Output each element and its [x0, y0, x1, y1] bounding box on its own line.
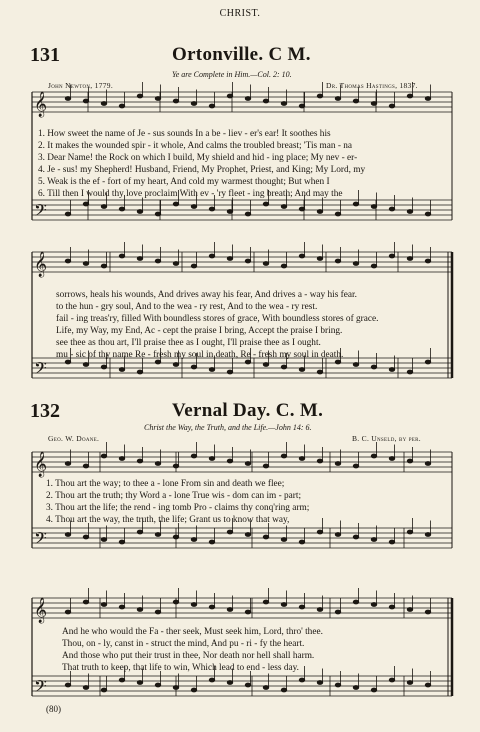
note-head [299, 540, 305, 544]
note-head [83, 600, 89, 604]
verse-line: And he who would the Fa - ther seek, Must seek him, Lord, thro' thee. [62, 627, 323, 637]
note-head [335, 97, 341, 101]
note-head [65, 462, 71, 466]
treble-clef-icon: 𝄞 [34, 92, 48, 117]
note-head [353, 686, 359, 690]
note-head [353, 600, 359, 604]
note-head [281, 454, 287, 458]
note-head [209, 457, 215, 461]
note-head [83, 464, 89, 468]
note-head [173, 202, 179, 206]
note-head [281, 264, 287, 268]
note-head [389, 678, 395, 682]
treble-clef-icon: 𝄞 [34, 452, 48, 477]
note-head [101, 365, 107, 369]
note-head [191, 603, 197, 607]
note-head [155, 533, 161, 537]
note-head [335, 533, 341, 537]
note-head [137, 94, 143, 98]
bass-clef-icon: 𝄢 [34, 200, 47, 224]
note-head [407, 608, 413, 612]
note-head [173, 363, 179, 367]
note-head [335, 212, 341, 216]
note-head [353, 535, 359, 539]
note-head [155, 462, 161, 466]
note-head [389, 457, 395, 461]
note-head [209, 540, 215, 544]
verse-block [46, 478, 309, 526]
verse-line: Life, my Way, my End, Ac - cept the praise I bring, Accept the praise I bring. [56, 326, 343, 336]
note-head [245, 610, 251, 614]
note-head [371, 538, 377, 542]
note-head [299, 605, 305, 609]
note-head [371, 454, 377, 458]
note-head [317, 608, 323, 612]
staff-system-2-bass [32, 358, 452, 378]
verse-line: 2. It makes the wounded spir - it whole, And calms the troubled breast; 'Tis man - na [38, 141, 353, 151]
verse-line: see thee as thou art, I'll praise thee as I ought, I'll praise thee as I ought. [56, 338, 321, 348]
note-head [407, 681, 413, 685]
verse-line: mu - sic of thy name Re - fresh my soul in death, Re - fresh my soul in death. [56, 350, 344, 360]
note-head [227, 210, 233, 214]
treble-clef-icon: 𝄞 [34, 252, 48, 277]
author-credit: Geo. W. Doane. [48, 434, 100, 443]
note-head [173, 99, 179, 103]
note-head [371, 688, 377, 692]
note-head [101, 538, 107, 542]
note-head [353, 202, 359, 206]
note-head [119, 678, 125, 682]
note-head [317, 370, 323, 374]
note-head [353, 464, 359, 468]
note-head [245, 533, 251, 537]
verse-line: And those who put their trust in thee, Nor death nor hell shall harm. [62, 651, 315, 661]
note-head [65, 610, 71, 614]
note-head [191, 688, 197, 692]
note-head [299, 104, 305, 108]
note-head [317, 530, 323, 534]
note-head [101, 454, 107, 458]
note-head [191, 365, 197, 369]
note-head [263, 99, 269, 103]
page-number: (80) [46, 704, 61, 714]
verse-block [38, 128, 365, 200]
note-head [119, 254, 125, 258]
note-head [281, 538, 287, 542]
staff-system-3-treble [32, 452, 452, 472]
note-head [371, 102, 377, 106]
note-head [425, 462, 431, 466]
note-head [119, 605, 125, 609]
note-head [407, 257, 413, 261]
note-head [119, 540, 125, 544]
note-head [65, 97, 71, 101]
note-head [389, 207, 395, 211]
note-head [101, 205, 107, 209]
note-head [137, 530, 143, 534]
note-head [119, 457, 125, 461]
bass-clef-icon: 𝄢 [34, 528, 47, 552]
note-head [209, 678, 215, 682]
note-head [173, 600, 179, 604]
note-head [83, 262, 89, 266]
note-head [227, 257, 233, 261]
note-head [119, 207, 125, 211]
note-head [191, 264, 197, 268]
note-head [425, 610, 431, 614]
note-head [83, 202, 89, 206]
note-head [407, 370, 413, 374]
note-head [65, 259, 71, 263]
treble-clef-icon: 𝄞 [34, 598, 48, 623]
verse-line: 3. Thou art the life; the rend - ing tomb Pro - claims thy conq'ring arm; [46, 503, 310, 513]
note-head [65, 683, 71, 687]
verse-block [62, 626, 323, 674]
note-head [263, 535, 269, 539]
note-head [425, 683, 431, 687]
note-head [389, 104, 395, 108]
note-head [317, 257, 323, 261]
note-head [389, 605, 395, 609]
staff-system-1-treble [32, 92, 452, 112]
hymn-title: Vernal Day. C. M. [172, 400, 324, 421]
note-head [191, 538, 197, 542]
note-head [281, 688, 287, 692]
note-head [317, 210, 323, 214]
hymn-number: 131 [30, 44, 60, 66]
verse-line: sorrows, heals his wounds, And drives away his fear, And drives a - way his fear. [56, 290, 357, 300]
note-head [191, 454, 197, 458]
note-head [371, 603, 377, 607]
note-head [371, 264, 377, 268]
note-head [83, 99, 89, 103]
note-head [389, 254, 395, 258]
note-head [425, 97, 431, 101]
note-head [227, 530, 233, 534]
note-head [227, 94, 233, 98]
note-head [407, 459, 413, 463]
note-head [425, 533, 431, 537]
note-head [371, 205, 377, 209]
note-head [101, 688, 107, 692]
verse-line: fail - ing treas'ry, filled With boundless stores of grace, With boundless stores of grace. [56, 314, 379, 324]
note-head [263, 202, 269, 206]
note-head [209, 104, 215, 108]
note-head [227, 681, 233, 685]
note-head [299, 254, 305, 258]
verse-line: That truth to keep, that life to win, Which lead to end - less day. [62, 663, 300, 673]
note-head [173, 464, 179, 468]
scripture-reference: Ye are Complete in Him.—Col. 2: 10. [172, 70, 292, 79]
note-head [425, 360, 431, 364]
note-head [353, 363, 359, 367]
staff-system-3-bass [32, 528, 452, 548]
note-head [407, 210, 413, 214]
note-head [101, 603, 107, 607]
note-head [317, 94, 323, 98]
note-head [137, 257, 143, 261]
note-head [407, 94, 413, 98]
note-head [65, 212, 71, 216]
section-header: CHRIST. [219, 8, 261, 19]
note-head [119, 104, 125, 108]
note-head [263, 262, 269, 266]
note-head [317, 681, 323, 685]
note-head [155, 97, 161, 101]
note-head [155, 683, 161, 687]
verse-line: 4. Je - sus! my Shepherd! Husband, Friend, My Prophet, Priest, and King; My Lord, my [38, 165, 366, 175]
note-head [425, 259, 431, 263]
verse-block [56, 289, 378, 361]
note-head [335, 683, 341, 687]
note-head [263, 464, 269, 468]
note-head [317, 459, 323, 463]
note-head [137, 210, 143, 214]
note-head [245, 97, 251, 101]
note-head [227, 608, 233, 612]
bass-clef-icon: 𝄢 [34, 676, 47, 700]
note-head [191, 205, 197, 209]
note-head [83, 686, 89, 690]
note-head [191, 102, 197, 106]
composer-credit: B. C. Unseld, by per. [352, 434, 421, 443]
note-head [407, 530, 413, 534]
note-head [101, 264, 107, 268]
verse-line: 6. Till then I would thy love proclaim With ev - 'ry fleet - ing breath; And may the [38, 189, 343, 199]
note-head [263, 600, 269, 604]
note-head [389, 368, 395, 372]
verse-line: 1. Thou art the way; to thee a - lone From sin and death we flee; [46, 479, 285, 489]
note-head [263, 363, 269, 367]
note-head [227, 459, 233, 463]
note-head [299, 678, 305, 682]
note-head [83, 363, 89, 367]
note-head [335, 259, 341, 263]
hymn-number: 132 [30, 400, 60, 422]
note-head [227, 370, 233, 374]
note-head [65, 533, 71, 537]
note-head [155, 610, 161, 614]
verse-line: 1. How sweet the name of Je - sus sounds In a be - liev - er's ear! It soothes his [38, 129, 331, 139]
note-head [155, 259, 161, 263]
note-head [263, 686, 269, 690]
note-head [281, 102, 287, 106]
note-head [335, 462, 341, 466]
note-head [209, 605, 215, 609]
note-head [173, 535, 179, 539]
note-head [335, 610, 341, 614]
note-head [245, 462, 251, 466]
verse-line: 4. Thou art the way, the truth, the life; Grant us to know that way, [46, 515, 290, 525]
note-head [137, 681, 143, 685]
note-head [299, 207, 305, 211]
note-head [83, 535, 89, 539]
note-head [299, 457, 305, 461]
hymn-title: Ortonville. C M. [172, 44, 311, 65]
note-head [137, 608, 143, 612]
note-head [353, 99, 359, 103]
note-head [155, 212, 161, 216]
note-head [371, 365, 377, 369]
note-head [137, 370, 143, 374]
note-head [173, 262, 179, 266]
note-head [245, 259, 251, 263]
note-head [101, 102, 107, 106]
note-head [119, 368, 125, 372]
verse-line: to the hun - gry soul, And to the wea - ry rest, And to the wea - ry rest. [56, 302, 318, 312]
note-head [245, 683, 251, 687]
bass-clef-icon: 𝄢 [34, 358, 47, 382]
note-head [281, 603, 287, 607]
note-head [209, 368, 215, 372]
verse-line: 5. Weak is the ef - fort of my heart, And cold my warmest thought; But when I [38, 177, 330, 187]
author-credit: John Newton, 1779. [48, 81, 114, 90]
composer-credit: Dr. Thomas Hastings, 1837. [326, 81, 418, 90]
verse-line: 3. Dear Name! the Rock on which I build, My shield and hid - ing place; My nev - er- [38, 153, 358, 163]
note-head [425, 212, 431, 216]
note-head [389, 540, 395, 544]
note-head [281, 205, 287, 209]
note-head [209, 207, 215, 211]
note-head [299, 368, 305, 372]
verse-line: 2. Thou art the truth; thy Word a - lone True wis - dom can im - part; [46, 491, 302, 501]
note-head [209, 254, 215, 258]
note-head [245, 212, 251, 216]
note-head [353, 262, 359, 266]
note-head [281, 365, 287, 369]
verse-line: Thou, on - ly, canst in - struct the mind, And pu - ri - fy the heart. [62, 639, 305, 649]
scripture-reference: Christ the Way, the Truth, and the Life.—John 14: 6. [144, 423, 312, 432]
note-head [173, 686, 179, 690]
note-head [137, 459, 143, 463]
